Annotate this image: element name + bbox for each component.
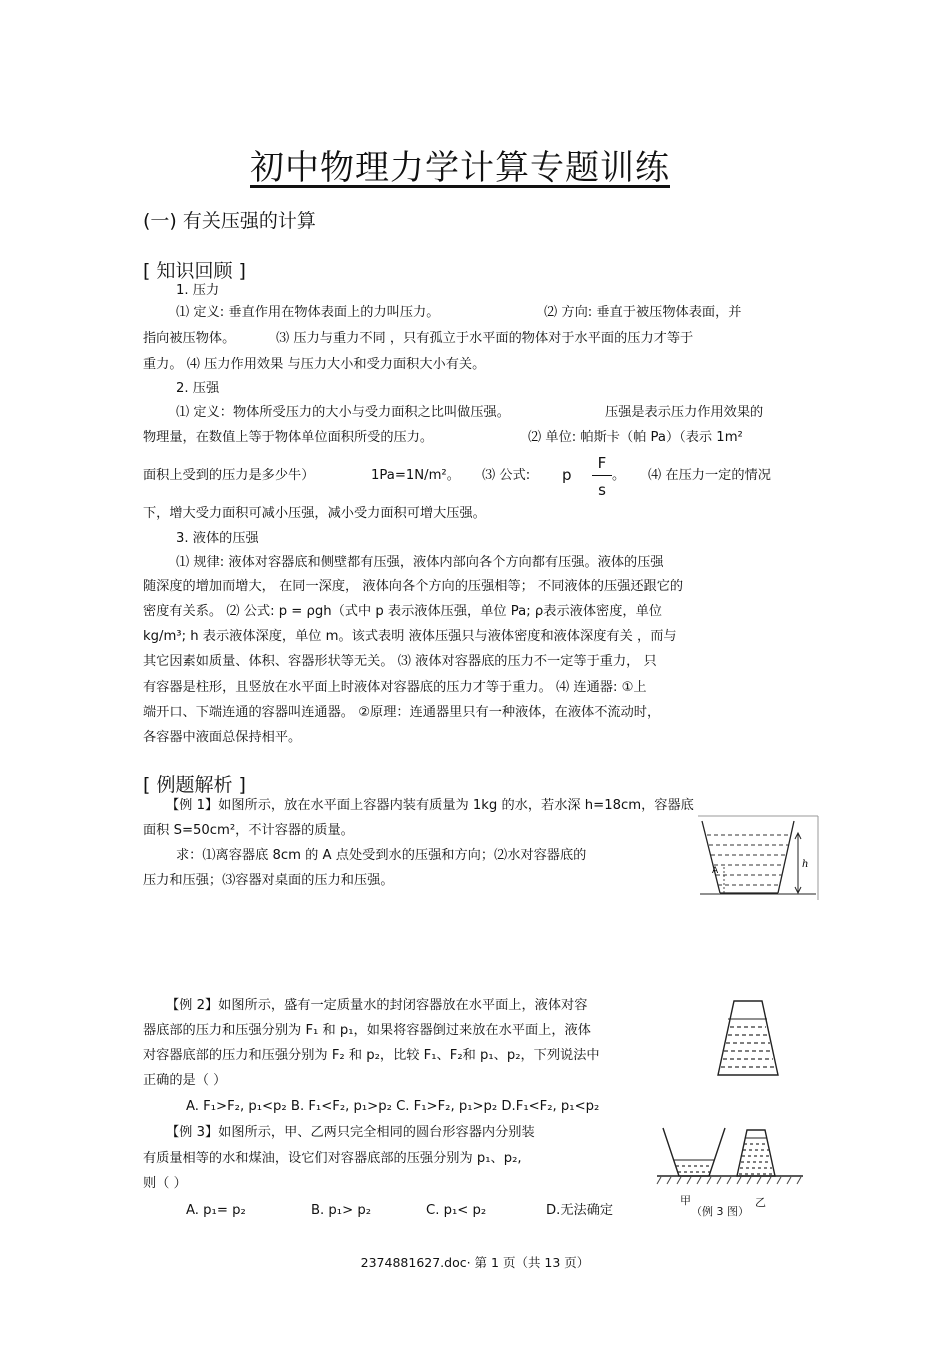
text-line: 重力。 ⑷ 压力作用效果 与压力大小和受力面积大小有关。 [143,357,486,372]
fig-label-jia: 甲 [680,1194,691,1207]
ex3-line: 【例 3】如图所示，甲、乙两只完全相同的圆台形容器内分别装 [166,1125,535,1140]
text-line: 压强是表示压力作用效果的 [605,405,764,420]
ex3-option-b: B. p₁> p₂ [311,1203,371,1218]
text-line: ⑶ 公式: [482,468,531,483]
text-line: 有容器是柱形，且竖放在水平面上时液体对容器底的压力才等于重力。 ⑷ 连通器: ①上 [143,680,647,695]
text-line: 指向被压物体。 [143,331,236,346]
ex3-option-d: D.无法确定 [546,1203,614,1218]
text-line: ⑵ 单位: 帕斯卡（帕 Pa）（表示 1m² [528,430,743,445]
page-title: 初中物理力学计算专题训练 [250,148,670,188]
ex1-line: 求：⑴离容器底 8cm 的 A 点处受到水的压强和方向；⑵水对容器底的 [176,848,587,863]
section-heading: (一) 有关压强的计算 [143,210,316,232]
ex3-line: 有质量相等的水和煤油，设它们对容器底部的压强分别为 p₁、p₂, [143,1151,522,1166]
text-line: ⑵ 方向: 垂直于被压物体表面，并 [544,305,742,320]
text-line: ⑴ 定义: 垂直作用在物体表面上的力叫压力。 [176,305,440,320]
formula-numerator: F [597,454,607,472]
fig-label-yi: 乙 [755,1196,766,1209]
subheading-pressure-force: 1. 压力 [176,283,220,298]
ex3-option-c: C. p₁< p₂ [426,1203,487,1218]
ex3-containers-figure [655,1124,805,1186]
ex2-line: 正确的是（ ） [143,1073,227,1088]
text-line: ⑴ 规律: 液体对容器底和侧壁都有压强，液体内部向各个方向都有压强。液体的压强 [176,555,664,570]
fig-label-h: h [802,859,809,870]
ex3-option-a: A. p₁= p₂ [186,1203,246,1218]
ex2-options: A. F₁>F₂, p₁<p₂ B. F₁<F₂, p₁>p₂ C. F₁>F₂, p₁>p₂ D.F₁<F₂, p₁<p₂ [186,1099,600,1114]
text-line: 。 [612,468,626,483]
text-line: 其它因素如质量、体积、容器形状等无关。 ⑶ 液体对容器底的压力不一定等于重力， 只 [143,654,657,669]
text-line: 随深度的增加而增大， 在同一深度， 液体向各个方向的压强相等； 不同液体的压强还跟它的 [143,579,684,594]
text-line: ⑴ 定义：物体所受压力的大小与受力面积之比叫做压强。 [176,405,510,420]
fraction-bar [592,475,612,476]
ex2-line: 器底部的压力和压强分别为 F₁ 和 p₁，如果将容器倒过来放在水平面上，液体 [143,1023,591,1038]
ex1-line: 【例 1】如图所示，放在水平面上容器内装有质量为 1kg 的水，若水深 h=18cm，容器底 [166,798,694,813]
ex1-line: 面积 S=50cm²，不计容器的质量。 [143,823,354,838]
text-line: 各容器中液面总保持相平。 [143,730,302,745]
text-line: 1Pa=1N/m²。 [371,468,460,483]
formula-denominator: s [598,481,606,499]
ex2-line: 对容器底部的压力和压强分别为 F₂ 和 p₂，比较 F₁、F₂和 p₁、p₂，下列说法中 [143,1048,600,1063]
ex2-container-figure [716,997,782,1079]
examples-heading: [ 例题解析 ] [143,774,246,796]
formula-p: p [562,466,572,484]
subheading-liquid-pressure: 3. 液体的压强 [176,531,259,546]
ex2-line: 【例 2】如图所示，盛有一定质量水的封闭容器放在水平面上，液体对容 [166,998,588,1013]
text-line: ⑶ 压力与重力不同 ，只有孤立于水平面的物体对于水平面的压力才等于 [276,331,694,346]
text-line: 下，增大受力面积可减小压强，减小受力面积可增大压强。 [143,506,486,521]
text-line: ⑷ 在压力一定的情况 [648,468,771,483]
text-line: 端开口、下端连通的容器叫连通器。 ②原理：连通器里只有一种液体，在液体不流动时， [143,705,661,720]
text-line: 密度有关系。 ⑵ 公式: p = ρgh（式中 p 表示液体压强，单位 Pa; ρ表示液体密度，单位 [143,604,662,619]
text-line: 物理量，在数值上等于物体单位面积所受的压力。 [143,430,434,445]
text-line: kg/m³; h 表示液体深度，单位 m。该式表明 液体压强只与液体密度和液体深度有关 ，而与 [143,629,677,644]
fig-caption: （例 3 图） [691,1205,749,1218]
review-heading: [ 知识回顾 ] [143,260,246,282]
fig-label-a: A [712,866,719,876]
ex1-line: 压力和压强；⑶容器对桌面的压力和压强。 [143,873,394,888]
subheading-pressure: 2. 压强 [176,381,220,396]
ex3-line: 则（ ） [143,1176,187,1191]
page-footer: 2374881627.doc· 第 1 页（共 13 页） [360,1255,590,1270]
text-line: 面积上受到的压力是多少牛） [143,468,315,483]
ex1-container-figure [698,815,820,901]
